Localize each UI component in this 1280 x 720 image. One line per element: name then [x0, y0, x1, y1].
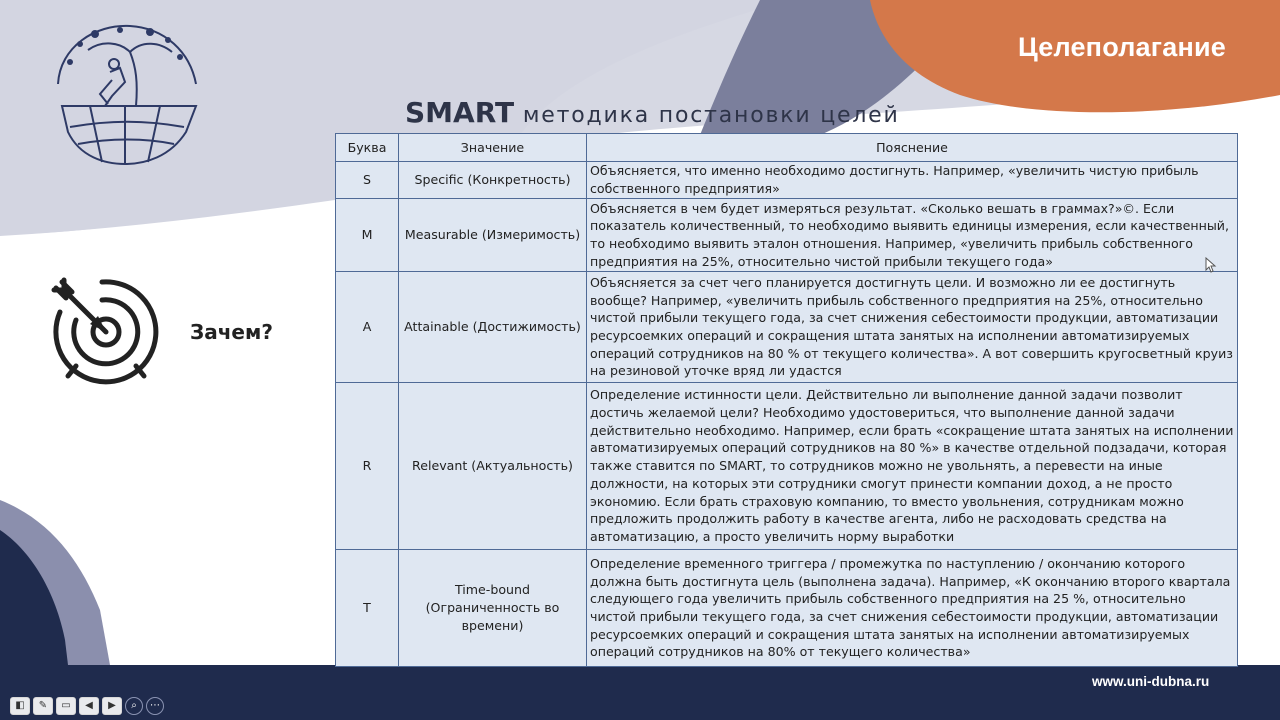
- header-letter: Буква: [336, 134, 399, 162]
- row-letter: M: [336, 199, 399, 272]
- row-explanation: Объясняется за счет чего планируется достигнуть цели. И возможно ли ее достигнуть вообще? Например, «увеличить прибыль собственного предприятия на 25%, относительно чистой прибыли текущего года, за счет снижения себестоимости продукции, автоматизации ресурсоемких операций и сокращения штата занятых на исполнении автоматизируемых операций сотрудников на 80 % от текущего количества». А вот совершить кругосветный круиз на резиновой уточке вряд ли удастся: [587, 272, 1238, 383]
- prev-icon[interactable]: ◀: [79, 697, 99, 715]
- pen-icon[interactable]: ✎: [33, 697, 53, 715]
- footer-url: www.uni-dubna.ru: [1092, 674, 1210, 689]
- next-icon[interactable]: ▶: [102, 697, 122, 715]
- header-explanation: Пояснение: [587, 134, 1238, 162]
- row-explanation: Определение временного триггера / промежутка по наступлению / окончанию которого должна быть достигнута цель (выполнена задача). Например, «К окончанию второго квартала следующего года увеличить прибыль собственного предприятия на 25 %, относительно чистой прибыли текущего года, за счет снижения себестоимости продукции, автоматизации ресурсоемких операций и сокращения штата занятых на исполнении автоматизируемых операций сотрудников на 80% от текущего количества»: [587, 550, 1238, 667]
- mouse-cursor-icon: [1205, 257, 1217, 273]
- table-row: [336, 550, 1238, 667]
- row-letter: A: [336, 272, 399, 383]
- row-meaning: Measurable (Измеримость): [399, 199, 587, 272]
- table-row: [336, 199, 1238, 272]
- slides-icon[interactable]: ◧: [10, 697, 30, 715]
- header-meaning: Значение: [399, 134, 587, 162]
- slide-title-rest: методика постановки целей: [514, 103, 900, 128]
- header-title: Целеполагание: [1018, 32, 1226, 62]
- row-explanation: Определение истинности цели. Действительно ли выполнение данной задачи позволит достичь желаемой цели? Необходимо удостовериться, что выполнение данной задачи действительно необходимо. Например, если брать «сокращение штата занятых на исполнении автоматизируемых операций сотрудников на 80 %» в качестве отдельной подзадачи, которая также ставится по SMART, то сотрудников можно не увольнять, а перевести на иные должности, на которых эти сотрудники смогут принести компании доход, а не просто экономию. Если брать страховую компанию, то вместо увольнения, сотрудникам можно предложить продолжить работу в качестве агента, либо не расходовать средства на автоматизацию, а просто увеличить норму выработки: [587, 383, 1238, 550]
- slide-title: [405, 96, 900, 129]
- presentation-toolbar: [10, 696, 164, 716]
- table-row: [336, 162, 1238, 199]
- bottom-navy-band: [0, 665, 1280, 720]
- row-letter: S: [336, 162, 399, 199]
- row-meaning: Relevant (Актуальность): [399, 383, 587, 550]
- smart-table: [335, 133, 1238, 667]
- table-row: [336, 272, 1238, 383]
- row-letter: T: [336, 550, 399, 667]
- row-meaning: Time-bound (Ограниченность во времени): [399, 550, 587, 667]
- tree-logo: [50, 22, 200, 167]
- row-meaning: Attainable (Достижимость): [399, 272, 587, 383]
- row-letter: R: [336, 383, 399, 550]
- target-icon: [46, 272, 166, 392]
- slide-title-bold: SMART: [405, 96, 515, 129]
- row-explanation: Объясняется в чем будет измеряться результат. «Сколько вешать в граммах?»©. Если показатель количественный, то необходимо выявить единицы измерения, если качественный, то необходимо выявить эталон отношения. Например, «увеличить прибыль собственного предприятия на 25%, относительно чистой прибыли текущего года»: [587, 199, 1238, 272]
- table-header-row: [336, 134, 1238, 162]
- row-explanation: Объясняется, что именно необходимо достигнуть. Например, «увеличить чистую прибыль собственного предприятия»: [587, 162, 1238, 199]
- row-meaning: Specific (Конкретность): [399, 162, 587, 199]
- more-icon[interactable]: ⋯: [146, 697, 164, 715]
- why-label: Зачем?: [190, 320, 273, 344]
- text-icon[interactable]: ▭: [56, 697, 76, 715]
- table-row: [336, 383, 1238, 550]
- zoom-icon[interactable]: ⌕: [125, 697, 143, 715]
